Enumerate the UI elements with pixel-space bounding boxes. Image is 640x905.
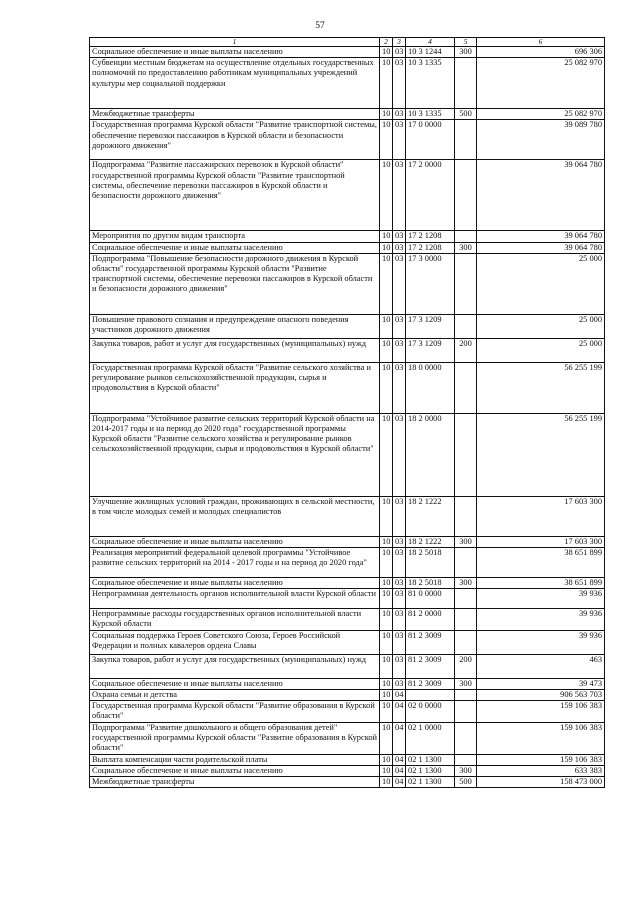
expense-name-cell: Государственная программа Курской области "Развитие сельского хозяйства и регулирование рынков сельскохозяйственной продукции, сырья и продовольствия в Курской области" [90,362,380,413]
amount-cell: 25 000 [477,253,605,314]
target-article-code-cell: 02 0 0000 [406,701,455,723]
expense-type-code-cell [455,413,477,496]
table-row [90,536,605,547]
target-article-code-cell: 81 0 0000 [406,589,455,609]
section-code-cell: 10 [380,120,393,160]
subsection-code-cell: 04 [393,723,406,755]
expense-type-code-cell [455,496,477,536]
target-article-code-cell [406,689,455,700]
expense-name-cell: Непрограммные расходы государственных органов исполнительной власти Курской области [90,609,380,630]
amount-cell: 159 106 383 [477,754,605,765]
column-number-row [90,38,605,47]
amount-cell: 25 082 970 [477,109,605,120]
section-code-cell: 10 [380,589,393,609]
subsection-code-cell: 04 [393,754,406,765]
expense-name-cell: Повышение правового сознания и предупреждение опасного поведения участников дорожного движения [90,314,380,338]
subsection-code-cell: 03 [393,242,406,253]
subsection-code-cell: 03 [393,609,406,630]
subsection-code-cell: 03 [393,413,406,496]
table-row [90,253,605,314]
subsection-code-cell: 04 [393,689,406,700]
section-code-cell: 10 [380,630,393,654]
subsection-code-cell: 03 [393,47,406,58]
target-article-code-cell: 18 0 0000 [406,362,455,413]
subsection-code-cell: 04 [393,701,406,723]
section-code-cell: 10 [380,609,393,630]
amount-cell: 38 651 899 [477,578,605,589]
column-number-3: 3 [393,38,406,47]
table-row [90,231,605,242]
expense-type-code-cell: 300 [455,47,477,58]
expense-name-cell: Субвенции местным бюджетам на осуществление отдельных государственных полномочий по предоставлению работникам муниципальных учреждений культуры мер социальной поддержки [90,58,380,109]
amount-cell: 39 064 780 [477,242,605,253]
table-row [90,654,605,678]
expense-name-cell: Охрана семьи и детства [90,689,380,700]
table-row [90,58,605,109]
amount-cell: 25 082 970 [477,58,605,109]
expense-type-code-cell [455,701,477,723]
expense-name-cell: Улучшение жилищных условий граждан, проживающих в сельской местности, в том числе молодых семей и молодых специалистов [90,496,380,536]
amount-cell: 17 603 300 [477,496,605,536]
subsection-code-cell: 03 [393,120,406,160]
section-code-cell: 10 [380,723,393,755]
expense-name-cell: Социальное обеспечение и иные выплаты населению [90,242,380,253]
table-row [90,496,605,536]
subsection-code-cell: 03 [393,338,406,362]
target-article-code-cell: 18 2 1222 [406,536,455,547]
table-row [90,548,605,578]
table-row [90,689,605,700]
column-number-4: 4 [406,38,455,47]
section-code-cell: 10 [380,413,393,496]
target-article-code-cell: 17 2 0000 [406,160,455,231]
amount-cell: 696 306 [477,47,605,58]
expense-name-cell: Социальное обеспечение и иные выплаты населению [90,578,380,589]
target-article-code-cell: 81 2 3009 [406,654,455,678]
amount-cell: 159 106 383 [477,723,605,755]
expense-name-cell: Межбюджетные трансферты [90,777,380,788]
section-code-cell: 10 [380,548,393,578]
expense-type-code-cell [455,754,477,765]
target-article-code-cell: 18 2 1222 [406,496,455,536]
column-number-2: 2 [380,38,393,47]
amount-cell: 39 936 [477,589,605,609]
expense-name-cell: Подпрограмма "Развитие пассажирских перевозок в Курской области" государственной программы Курской области "Развитие транспортной системы, обеспечение перевозки пассажиров в Курской области и безопасности дорожного движения" [90,160,380,231]
section-code-cell: 10 [380,701,393,723]
expense-type-code-cell: 500 [455,777,477,788]
target-article-code-cell: 18 2 0000 [406,413,455,496]
amount-cell: 25 000 [477,314,605,338]
amount-cell: 39 936 [477,630,605,654]
expense-type-code-cell [455,630,477,654]
expense-type-code-cell: 500 [455,109,477,120]
table-row [90,413,605,496]
expense-name-cell: Государственная программа Курской области "Развитие транспортной системы, обеспечение перевозки пассажиров в Курской области и безопасности дорожного движения" [90,120,380,160]
expense-type-code-cell [455,231,477,242]
section-code-cell: 10 [380,231,393,242]
table-row [90,701,605,723]
section-code-cell: 10 [380,253,393,314]
expense-type-code-cell [455,362,477,413]
table-row [90,777,605,788]
section-code-cell: 10 [380,689,393,700]
expense-type-code-cell [455,589,477,609]
expense-name-cell: Закупка товаров, работ и услуг для государственных (муниципальных) нужд [90,654,380,678]
column-number-1: 1 [90,38,380,47]
section-code-cell: 10 [380,47,393,58]
subsection-code-cell: 04 [393,765,406,776]
target-article-code-cell: 17 3 1209 [406,338,455,362]
target-article-code-cell: 81 2 3009 [406,630,455,654]
budget-table [89,37,605,788]
section-code-cell: 10 [380,578,393,589]
expense-type-code-cell [455,548,477,578]
page-number: 57 [315,21,325,31]
expense-name-cell: Реализация мероприятий федеральной целевой программы "Устойчивое развитие сельских территорий на 2014 - 2017 годы и на период до 2020 года" [90,548,380,578]
expense-name-cell: Государственная программа Курской области "Развитие образования в Курской области" [90,701,380,723]
subsection-code-cell: 03 [393,362,406,413]
expense-name-cell: Выплата компенсации части родительской платы [90,754,380,765]
table-row [90,609,605,630]
section-code-cell: 10 [380,496,393,536]
expense-type-code-cell: 300 [455,242,477,253]
section-code-cell: 10 [380,314,393,338]
expense-type-code-cell: 300 [455,678,477,689]
expense-type-code-cell [455,58,477,109]
section-code-cell: 10 [380,160,393,231]
expense-type-code-cell: 300 [455,578,477,589]
target-article-code-cell: 17 2 1208 [406,231,455,242]
table-row [90,314,605,338]
target-article-code-cell: 18 2 5018 [406,548,455,578]
amount-cell: 38 651 899 [477,548,605,578]
expense-type-code-cell: 200 [455,654,477,678]
section-code-cell: 10 [380,338,393,362]
expense-name-cell: Подпрограмма "Устойчивое развитие сельских территорий Курской области на 2014-2017 годы и на период до 2020 года" государственной программы Курской области "Развитие сельского хозяйства и регулирование рынков сельскохозяйственной продукции, сырья и продовольствия в Курской области" [90,413,380,496]
target-article-code-cell: 17 2 1208 [406,242,455,253]
amount-cell: 158 473 000 [477,777,605,788]
column-number-5: 5 [455,38,477,47]
section-code-cell: 10 [380,754,393,765]
target-article-code-cell: 17 3 0000 [406,253,455,314]
subsection-code-cell: 04 [393,777,406,788]
amount-cell: 463 [477,654,605,678]
expense-type-code-cell [455,120,477,160]
subsection-code-cell: 03 [393,678,406,689]
target-article-code-cell: 02 1 1300 [406,754,455,765]
expense-type-code-cell: 300 [455,765,477,776]
section-code-cell: 10 [380,58,393,109]
subsection-code-cell: 03 [393,548,406,578]
section-code-cell: 10 [380,109,393,120]
expense-type-code-cell [455,253,477,314]
section-code-cell: 10 [380,654,393,678]
section-code-cell: 10 [380,765,393,776]
expense-type-code-cell: 200 [455,338,477,362]
subsection-code-cell: 03 [393,253,406,314]
subsection-code-cell: 03 [393,630,406,654]
amount-cell: 633 383 [477,765,605,776]
section-code-cell: 10 [380,536,393,547]
table-row [90,120,605,160]
amount-cell: 56 255 199 [477,413,605,496]
amount-cell: 39 089 780 [477,120,605,160]
amount-cell: 39 473 [477,678,605,689]
expense-name-cell: Социальное обеспечение и иные выплаты населению [90,678,380,689]
target-article-code-cell: 10 3 1335 [406,58,455,109]
expense-type-code-cell [455,689,477,700]
target-article-code-cell: 02 1 1300 [406,777,455,788]
subsection-code-cell: 03 [393,496,406,536]
amount-cell: 17 603 300 [477,536,605,547]
target-article-code-cell: 81 2 3009 [406,678,455,689]
target-article-code-cell: 17 3 1209 [406,314,455,338]
subsection-code-cell: 03 [393,231,406,242]
expense-type-code-cell [455,609,477,630]
subsection-code-cell: 03 [393,654,406,678]
expense-name-cell: Социальная поддержка Героев Советского Союза, Героев Российской Федерации и полных кавалеров ордена Славы [90,630,380,654]
subsection-code-cell: 03 [393,589,406,609]
amount-cell: 56 255 199 [477,362,605,413]
subsection-code-cell: 03 [393,160,406,231]
expense-name-cell: Закупка товаров, работ и услуг для государственных (муниципальных) нужд [90,338,380,362]
table-row [90,754,605,765]
subsection-code-cell: 03 [393,58,406,109]
section-code-cell: 10 [380,777,393,788]
table-row [90,242,605,253]
expense-type-code-cell [455,160,477,231]
expense-name-cell: Межбюджетные трансферты [90,109,380,120]
target-article-code-cell: 02 1 1300 [406,765,455,776]
table-row [90,630,605,654]
expense-name-cell: Мероприятия по другим видам транспорта [90,231,380,242]
expense-name-cell: Социальное обеспечение и иные выплаты населению [90,47,380,58]
target-article-code-cell: 10 3 1244 [406,47,455,58]
subsection-code-cell: 03 [393,314,406,338]
expense-type-code-cell [455,723,477,755]
table-row [90,160,605,231]
subsection-code-cell: 03 [393,536,406,547]
table-row [90,765,605,776]
amount-cell: 39 064 780 [477,231,605,242]
subsection-code-cell: 03 [393,109,406,120]
column-number-6: 6 [477,38,605,47]
section-code-cell: 10 [380,678,393,689]
expense-name-cell: Социальное обеспечение и иные выплаты населению [90,765,380,776]
table-row [90,589,605,609]
table-row [90,723,605,755]
amount-cell: 39 064 780 [477,160,605,231]
expense-name-cell: Подпрограмма "Развитие дошкольного и общего образования детей" государственной программы Курской области "Развитие образования в Курской области" [90,723,380,755]
expense-name-cell: Социальное обеспечение и иные выплаты населению [90,536,380,547]
target-article-code-cell: 81 2 0000 [406,609,455,630]
table-row [90,362,605,413]
table-row [90,578,605,589]
amount-cell: 25 000 [477,338,605,362]
table-row [90,678,605,689]
subsection-code-cell: 03 [393,578,406,589]
expense-name-cell: Подпрограмма "Повышение безопасности дорожного движения в Курской области" государственной программы Курской области "Развитие транспортной системы, обеспечение перевозки пассажиров в Курской области и безопасности дорожного движения" [90,253,380,314]
target-article-code-cell: 10 3 1335 [406,109,455,120]
expense-name-cell: Непрограммная деятельность органов исполнительной власти Курской области [90,589,380,609]
table-row [90,338,605,362]
amount-cell: 906 563 703 [477,689,605,700]
target-article-code-cell: 02 1 0000 [406,723,455,755]
target-article-code-cell: 17 0 0000 [406,120,455,160]
expense-type-code-cell [455,314,477,338]
amount-cell: 39 936 [477,609,605,630]
target-article-code-cell: 18 2 5018 [406,578,455,589]
amount-cell: 159 106 383 [477,701,605,723]
expense-type-code-cell: 300 [455,536,477,547]
section-code-cell: 10 [380,362,393,413]
section-code-cell: 10 [380,242,393,253]
table-row [90,109,605,120]
table-row [90,47,605,58]
